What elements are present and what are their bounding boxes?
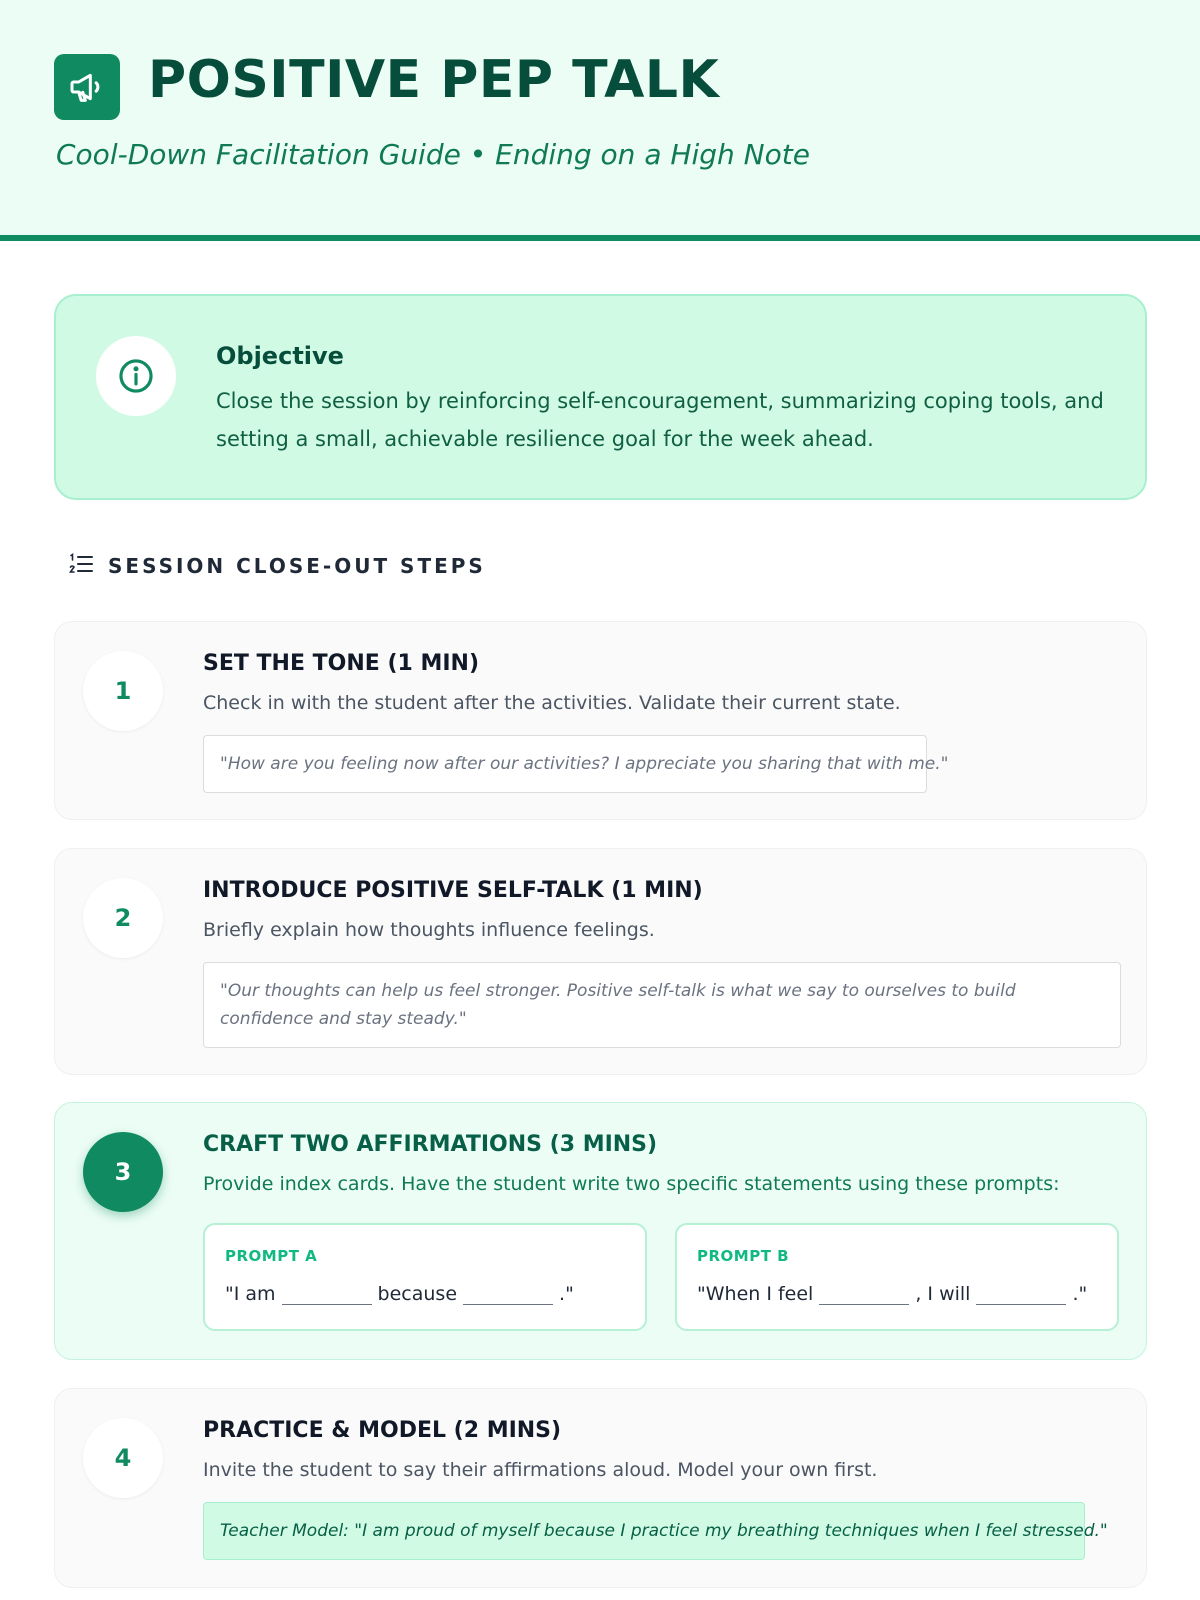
- step-description: Briefly explain how thoughts influence feelings.: [203, 919, 655, 941]
- fill-in-blank[interactable]: [976, 1283, 1066, 1305]
- prompt-card-b: [675, 1223, 1119, 1331]
- step-number: 3: [83, 1132, 163, 1212]
- header: [0, 0, 1200, 241]
- teacher-model-quote: Teacher Model: "I am proud of myself because I practice my breathing techniques when I feel stressed.": [203, 1502, 1085, 1560]
- step-title: INTRODUCE POSITIVE SELF-TALK (1 MIN): [203, 878, 703, 903]
- script-quote: "Our thoughts can help us feel stronger. Positive self-talk is what we say to ourselves to build confidence and stay steady.": [203, 962, 1121, 1048]
- script-quote: "How are you feeling now after our activities? I appreciate you sharing that with me.": [203, 735, 927, 793]
- step-description: Check in with the student after the activities. Validate their current state.: [203, 692, 901, 714]
- info-icon: [96, 336, 176, 416]
- prompt-card-a: [203, 1223, 647, 1331]
- page-title: POSITIVE PEP TALK: [148, 50, 720, 110]
- step-card-3: [54, 1102, 1147, 1360]
- objective-text: Close the session by reinforcing self-encouragement, summarizing coping tools, and setting a small, achievable resilience goal for the week ahead.: [216, 389, 1104, 451]
- prompt-text-part: , I will: [915, 1283, 971, 1305]
- prompt-text: [697, 1283, 1087, 1305]
- fill-in-blank[interactable]: [819, 1283, 909, 1305]
- prompt-text-part: .": [1072, 1283, 1088, 1305]
- fill-in-blank[interactable]: [463, 1283, 553, 1305]
- step-card-1: [54, 621, 1147, 820]
- section-label: SESSION CLOSE-OUT STEPS: [108, 554, 486, 578]
- prompt-text: [225, 1283, 574, 1305]
- step-card-4: [54, 1388, 1147, 1588]
- step-title: CRAFT TWO AFFIRMATIONS (3 MINS): [203, 1132, 658, 1157]
- prompt-label: PROMPT A: [225, 1247, 318, 1265]
- prompt-text-part: "I am: [225, 1283, 276, 1305]
- objective-title: Objective: [216, 342, 344, 370]
- step-number: 1: [83, 651, 163, 731]
- page-subtitle: Cool-Down Facilitation Guide • Ending on a High Note: [56, 138, 810, 171]
- section-heading: [68, 552, 486, 580]
- megaphone-icon: [54, 54, 120, 120]
- step-title: PRACTICE & MODEL (2 MINS): [203, 1418, 562, 1443]
- objective-card: [54, 294, 1147, 500]
- ordered-list-icon: [68, 552, 94, 580]
- step-title: SET THE TONE (1 MIN): [203, 651, 480, 676]
- prompt-text-part: because: [377, 1283, 458, 1305]
- step-number: 4: [83, 1418, 163, 1498]
- step-description: Invite the student to say their affirmations aloud. Model your own first.: [203, 1459, 878, 1481]
- prompt-text-part: "When I feel: [697, 1283, 814, 1305]
- prompt-label: PROMPT B: [697, 1247, 790, 1265]
- prompt-text-part: .": [559, 1283, 574, 1305]
- step-number: 2: [83, 878, 163, 958]
- fill-in-blank[interactable]: [282, 1283, 372, 1305]
- step-card-2: [54, 848, 1147, 1075]
- step-description: Provide index cards. Have the student write two specific statements using these prompts:: [203, 1173, 1060, 1195]
